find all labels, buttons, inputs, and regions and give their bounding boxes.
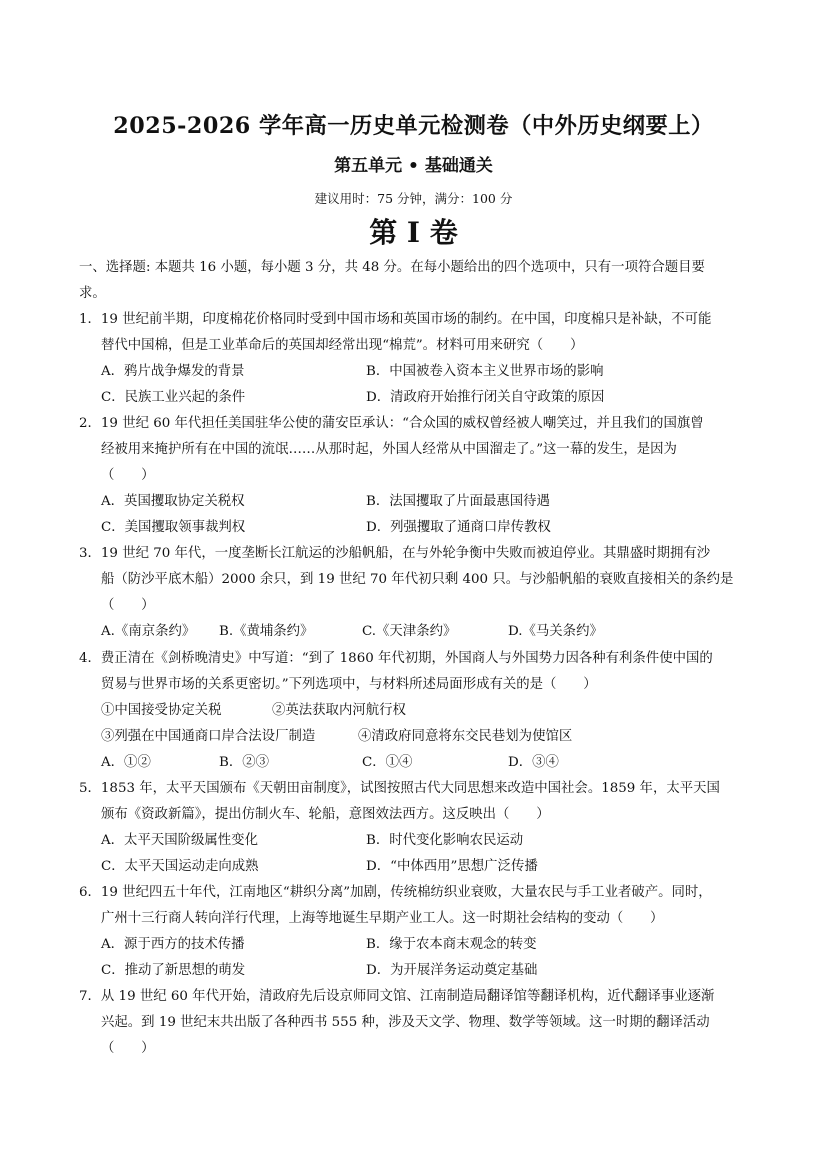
question-5-option-c[interactable]: C．太平天国运动走向成熟	[101, 859, 259, 874]
question-3-option-c[interactable]: C.《天津条约》	[362, 624, 457, 639]
question-2-option-c[interactable]: C．美国攫取领事裁判权	[101, 520, 246, 535]
section-intro-cont: 求。	[79, 286, 106, 301]
question-3-answer-blank: （ ）	[101, 598, 155, 613]
question-1-option-a[interactable]: A．鸦片战争爆发的背景	[101, 364, 245, 379]
question-4-statement-1: ①中国接受协定关税	[101, 703, 222, 718]
exam-title: 2025-2026 学年高一历史单元检测卷（中外历史纲要上）	[113, 113, 714, 139]
unit-subtitle: 第五单元 • 基础通关	[334, 156, 493, 176]
question-1-text: 1．19 世纪前半期，印度棉花价格同时受到中国市场和英国市场的制约。在中国，印度棉只是补缺，不可能	[79, 312, 712, 327]
question-2-answer-blank: （ ）	[101, 468, 155, 483]
question-6-option-a[interactable]: A．源于西方的技术传播	[101, 937, 245, 952]
question-4-option-a[interactable]: A．①②	[101, 755, 151, 770]
question-2-text: 2．19 世纪 60 年代担任美国驻华公使的蒲安臣承认：“合众国的威权曾经被人嘲笑过，并且我们的国旗曾	[79, 416, 704, 431]
question-6-option-b[interactable]: B．缘于农本商末观念的转变	[366, 937, 537, 952]
question-7-text: 7．从 19 世纪 60 年代开始，清政府先后设京师同文馆、江南制造局翻译馆等翻译机构，近代翻译事业逐渐	[79, 989, 715, 1004]
question-5-text: 5．1853 年，太平天国颁布《天朝田亩制度》，试图按照古代大同思想来改造中国社会。1859 年，太平天国	[79, 781, 720, 796]
question-4-statement-3: ③列强在中国通商口岸合法设厂制造	[101, 729, 316, 744]
question-6-option-c[interactable]: C．推动了新思想的萌发	[101, 963, 246, 978]
volume-heading: 第 I 卷	[369, 216, 458, 249]
question-3-option-d[interactable]: D.《马关条约》	[508, 624, 603, 639]
question-5-option-a[interactable]: A．太平天国阶级属性变化	[101, 833, 258, 848]
question-5-text-cont: 颁布《资政新篇》，提出仿制火车、轮船，意图效法西方。这反映出（ ）	[101, 807, 550, 822]
question-3-text-cont: 船（防沙平底木船）2000 余只，到 19 世纪 70 年代初只剩 400 只。与沙船帆船的衰败直接相关的条约是	[101, 572, 734, 587]
question-4-statement-4: ④清政府同意将东交民巷划为使馆区	[358, 729, 573, 744]
question-6-text-cont: 广州十三行商人转向洋行代理，上海等地诞生早期产业工人。这一时期社会结构的变动（ ）	[101, 911, 664, 926]
question-4-text-cont: 贸易与世界市场的关系更密切。”下列选项中，与材料所述局面形成有关的是（ ）	[101, 677, 597, 692]
question-2-text-cont: 经被用来掩护所有在中国的流氓……从那时起，外国人经常从中国溜走了。”这一幕的发生，是因为	[101, 442, 677, 457]
section-intro: 一、选择题: 本题共 16 小题，每小题 3 分，共 48 分。在每小题给出的四个选项中，只有一项符合题目要	[79, 260, 705, 275]
question-3-text: 3．19 世纪 70 年代，一度垄断长江航运的沙船帆船，在与外轮争衡中失败而被迫停业。其鼎盛时期拥有沙	[79, 546, 711, 561]
question-7-answer-blank: （ ）	[101, 1041, 155, 1056]
question-6-option-d[interactable]: D．为开展洋务运动奠定基础	[366, 963, 538, 978]
question-4-text: 4．费正清在《剑桥晚清史》中写道：“到了 1860 年代初期，外国商人与外国势力因各种有利条件使中国的	[79, 651, 713, 666]
question-5-option-d[interactable]: D．“中体西用”思想广泛传播	[366, 859, 538, 874]
question-1-option-d[interactable]: D．清政府开始推行闭关自守政策的原因	[366, 390, 605, 405]
question-2-option-d[interactable]: D．列强攫取了通商口岸传教权	[366, 520, 551, 535]
question-1-option-b[interactable]: B．中国被卷入资本主义世界市场的影响	[366, 364, 604, 379]
question-1-option-c[interactable]: C．民族工业兴起的条件	[101, 390, 246, 405]
question-3-option-a[interactable]: A.《南京条约》	[101, 624, 196, 639]
question-1-text-cont: 替代中国棉，但是工业革命后的英国却经常出现“棉荒”。材料可用来研究（ ）	[101, 338, 584, 353]
question-4-option-b[interactable]: B．②③	[219, 755, 270, 770]
question-7-text-cont: 兴起。到 19 世纪末共出版了各种西书 555 种，涉及天文学、物理、数学等领域。这一时期的翻译活动	[101, 1015, 710, 1030]
timing-note: 建议用时：75 分钟，满分：100 分	[314, 191, 513, 206]
question-2-option-b[interactable]: B．法国攫取了片面最惠国待遇	[366, 494, 550, 509]
question-4-statement-2: ②英法获取内河航行权	[272, 703, 406, 718]
question-4-option-c[interactable]: C．①④	[362, 755, 413, 770]
question-2-option-a[interactable]: A．英国攫取协定关税权	[101, 494, 245, 509]
question-6-text: 6．19 世纪四五十年代，江南地区“耕织分离”加剧，传统棉纺织业衰败，大量农民与手工业者破产。同时，	[79, 885, 712, 900]
question-4-option-d[interactable]: D．③④	[508, 755, 559, 770]
question-3-option-b[interactable]: B.《黄埔条约》	[219, 624, 314, 639]
question-5-option-b[interactable]: B．时代变化影响农民运动	[366, 833, 524, 848]
